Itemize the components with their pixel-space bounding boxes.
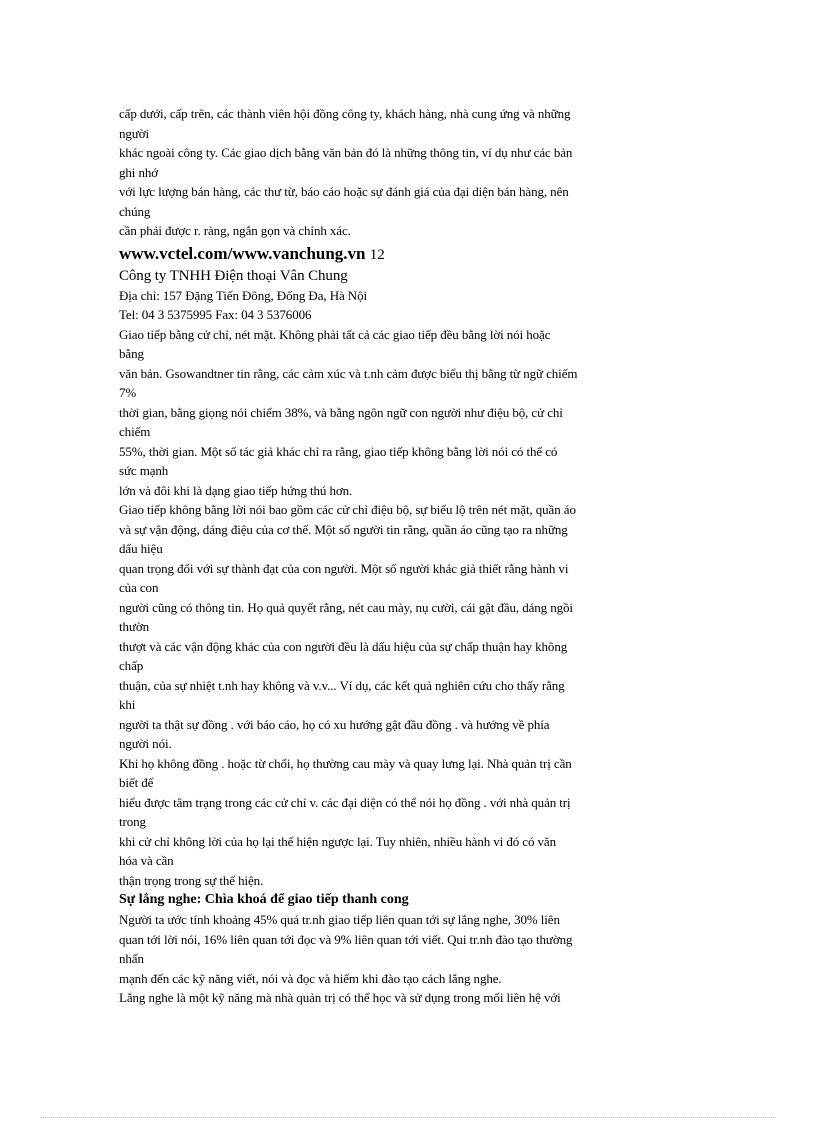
text-line: khi cử chỉ không lời của họ lại thể hiện ngược lại. Tuy nhiên, nhiều hành vi đó có văn — [119, 833, 556, 849]
text-line: hóa và cần — [119, 853, 174, 868]
text-line: thượt và các vận động khác của con người đều là dấu hiệu của sự chấp thuận hay không — [119, 638, 568, 654]
text-line: 7% — [119, 385, 137, 400]
text-line: người cũng có thông tin. Họ quả quyết rằng, nét cau mày, nụ cười, cái gật đầu, dáng ngồi — [119, 599, 573, 615]
text-line: bằng — [119, 346, 144, 361]
text-line: ghi nhớ — [119, 164, 159, 180]
text-line: biết để — [119, 775, 154, 790]
text-line: cấp dưới, cấp trên, các thành viên hội đồng công ty, khách hàng, nhà cung ứng và những — [119, 106, 571, 121]
document-page — [119, 104, 699, 1008]
page-bottom-divider — [40, 1117, 776, 1118]
text-line: hiểu được tâm trạng trong các cử chỉ v. các đại diện có thể nói họ đồng . với nhà quản trị — [119, 794, 571, 810]
text-line: trong — [119, 814, 146, 829]
text-line: khi — [119, 697, 136, 712]
text-line: khác ngoài công ty. Các giao dịch bằng văn bản đó là những thông tin, ví dụ như các bản — [119, 145, 573, 160]
text-line: Giao tiếp không bằng lời nói bao gồm các cử chỉ điệu bộ, sự biểu lộ trên nét mặt, quần áo — [119, 502, 576, 517]
text-line: cần phải được r. ràng, ngắn gọn và chính xác. — [119, 223, 351, 238]
text-line: thuận, của sự nhiệt t.nh hay không và v.v... Ví dụ, các kết quả nghiên cứu cho thấy rằng — [119, 677, 565, 693]
page-number: 12 — [369, 246, 385, 263]
text-line: người ta thật sự đồng . với báo cáo, họ có xu hướng gật đầu đồng . và hướng về phía — [119, 716, 550, 732]
text-line: chiếm — [119, 424, 151, 439]
company-phone: Tel: 04 3 5375995 Fax: 04 3 5376006 — [119, 307, 312, 322]
text-line: chấp — [119, 658, 144, 673]
website-line — [119, 243, 699, 266]
text-line: chúng — [119, 203, 151, 219]
text-line: dấu hiệu — [119, 541, 163, 556]
body-paragraphs — [119, 325, 699, 891]
intro-paragraph — [119, 104, 699, 241]
listening-paragraph — [119, 910, 699, 1008]
text-line: của con — [119, 580, 159, 595]
company-header — [119, 243, 699, 325]
text-line: thườn — [119, 619, 150, 634]
text-line: thời gian, bằng giọng nói chiếm 38%, và bằng ngôn ngữ con người như điệu bộ, cử chỉ — [119, 404, 563, 420]
text-line: và sự vận động, dáng điệu của cơ thể. Một số người tin rằng, quần áo cũng tạo ra những — [119, 521, 568, 537]
website-link[interactable]: www.vctel.com/www.vanchung.vn — [119, 243, 366, 263]
text-line: lớn và đôi khi là dạng giao tiếp hứng thú hơn. — [119, 482, 353, 498]
text-line: sức mạnh — [119, 463, 169, 478]
text-line: Người ta ước tính khoảng 45% quá tr.nh giao tiếp liên quan tới sự lắng nghe, 30% liên — [119, 912, 560, 927]
text-line: thận trọng trong sự thể hiện. — [119, 872, 264, 888]
text-line: Giao tiếp bằng cử chỉ, nét mặt. Không phải tất cả các giao tiếp đều bằng lời nói hoặc — [119, 326, 551, 342]
company-address: Địa chỉ: 157 Đặng Tiến Đông, Đống Đa, Hà Nội — [119, 287, 367, 303]
text-line: Khi họ không đồng . hoặc từ chối, họ thường cau mày và quay lưng lại. Nhà quản trị cần — [119, 755, 572, 771]
text-line: người — [119, 125, 150, 141]
text-line: mạnh đến các kỹ năng viết, nói và đọc và hiếm khi đào tạo cách lắng nghe. — [119, 970, 502, 986]
text-line: Lắng nghe là một kỹ năng mà nhà quản trị có thể học và sử dụng trong mối liên hệ với — [119, 990, 561, 1005]
text-line: văn bản. Gsowandtner tin rằng, các cảm xúc và t.nh cảm được biểu thị bằng từ ngữ chiếm — [119, 365, 578, 381]
text-line: người nói. — [119, 736, 172, 751]
company-name: Công ty TNHH Điện thoại Vân Chung — [119, 267, 348, 284]
text-line: quan trọng đối với sự thành đạt của con người. Một số người khác giả thiết rằng hành vi — [119, 560, 569, 576]
text-line: quan tới lời nói, 16% liên quan tới đọc và 9% liên quan tới viết. Qui tr.nh đào tạo thường — [119, 931, 573, 947]
text-line: nhấn — [119, 951, 144, 966]
text-line: 55%, thời gian. Một số tác giả khác chỉ ra rằng, giao tiếp không bằng lời nói có thể có — [119, 443, 558, 459]
section-heading: Sự lắng nghe: Chìa khoá để giao tiếp thanh cong — [119, 892, 409, 907]
text-line: với lực lượng bán hàng, các thư từ, báo cáo hoặc sự đánh giá của đại diện bán hàng, nên — [119, 184, 569, 199]
